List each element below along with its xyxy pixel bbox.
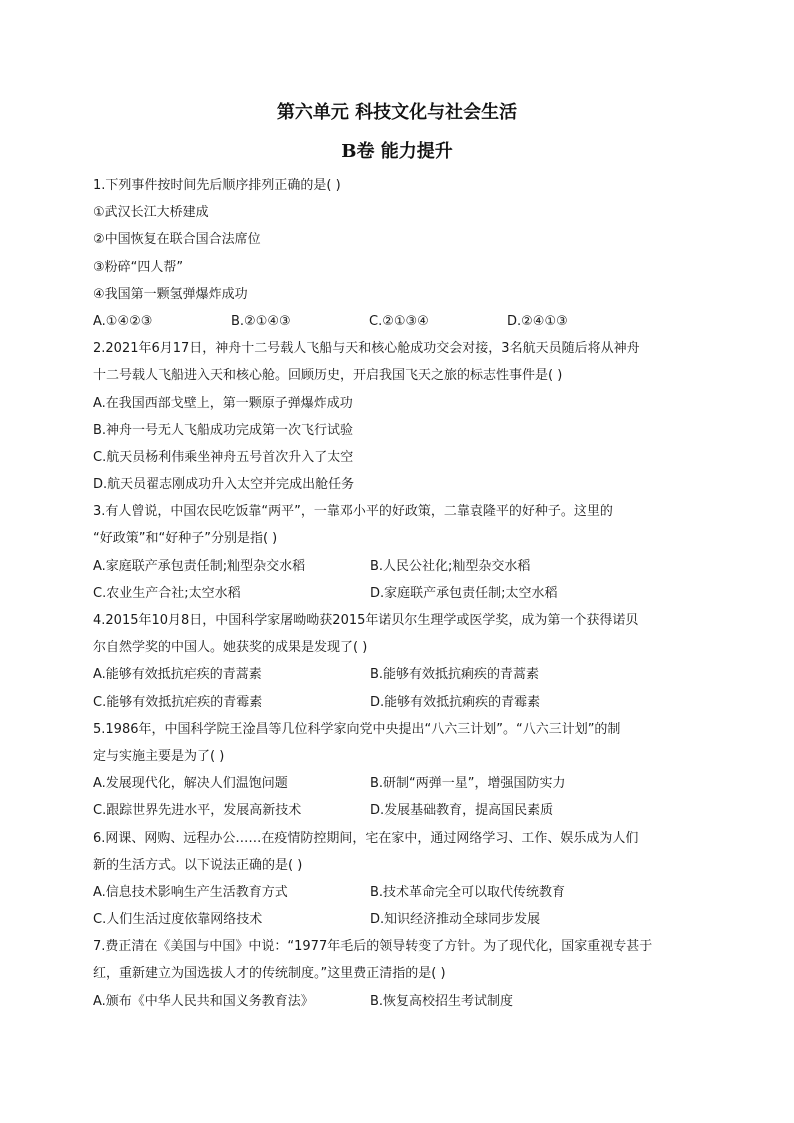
option-a: A.在我国西部戈壁上，第一颗原子弹爆炸成功 — [93, 395, 353, 411]
question-7 — [93, 933, 703, 1015]
option-b: B.技术革命完全可以取代传统教育 — [370, 884, 566, 900]
question-3 — [93, 498, 703, 607]
option-b: B.恢复高校招生考试制度 — [370, 993, 514, 1009]
answer-options — [93, 906, 703, 933]
question-5 — [93, 716, 703, 825]
answer-options — [93, 770, 703, 797]
question-list — [93, 172, 703, 1015]
question-stem: “好政策”和“好种子”分别是指( ) — [93, 531, 278, 547]
option-b: B.人民公社化;籼型杂交水稻 — [370, 558, 531, 574]
option-d: D.航天员翟志刚成功升入太空并完成出舱任务 — [93, 477, 355, 493]
option-b: B.②①④③ — [231, 313, 291, 329]
option-d: D.能够有效抵抗痢疾的青霉素 — [370, 694, 541, 710]
question-stem: 6.网课、网购、远程办公……在疫情防控期间，宅在家中，通过网络学习、工作、娱乐成为人们 — [93, 830, 639, 846]
option-b: B.神舟一号无人飞船成功完成第一次飞行试验 — [93, 422, 354, 438]
question-item: ②中国恢复在联合国合法席位 — [93, 232, 261, 248]
question-stem: 1.下列事件按时间先后顺序排列正确的是( ) — [93, 178, 341, 193]
answer-options — [93, 988, 703, 1015]
question-stem: 5.1986年，中国科学院王淦昌等几位科学家向党中央提出“八六三计划”。“八六三计划”的制 — [93, 721, 621, 737]
question-stem: 3.有人曾说，中国农民吃饭靠“两平”，一靠邓小平的好政策，二靠袁隆平的好种子。这里的 — [93, 504, 613, 520]
option-a: A.颁布《中华人民共和国义务教育法》 — [93, 993, 314, 1009]
question-stem: 尔自然学奖的中国人。她获奖的成果是发现了( ) — [93, 640, 368, 656]
question-stem: 2.2021年6月17日，神舟十二号载人飞船与天和核心舱成功交会对接，3名航天员随后将从神舟 — [93, 341, 640, 357]
option-a: A.信息技术影响生产生活教育方式 — [93, 884, 288, 900]
page-title: 第六单元 科技文化与社会生活 — [276, 102, 518, 123]
answer-options — [93, 661, 703, 688]
option-c: C.②①③④ — [369, 313, 429, 329]
option-a: A.能够有效抵抗疟疾的青蒿素 — [93, 667, 262, 683]
answer-options — [93, 879, 703, 906]
page-subtitle: B卷 能力提升 — [341, 141, 453, 162]
option-d: D.②④①③ — [507, 313, 568, 329]
option-b: B.能够有效抵抗痢疾的青蒿素 — [370, 667, 540, 683]
option-a: A.发展现代化，解决人们温饱问题 — [93, 776, 288, 792]
question-stem: 新的生活方式。以下说法正确的是( ) — [93, 857, 303, 873]
option-c: C.人们生活过度依靠网络技术 — [93, 912, 263, 928]
option-a: A.①④②③ — [93, 313, 153, 329]
option-d: D.发展基础教育，提高国民素质 — [370, 803, 554, 819]
question-item: ①武汉长江大桥建成 — [93, 205, 209, 221]
question-stem: 4.2015年10月8日，中国科学家屠呦呦获2015年诺贝尔生理学或医学奖，成为第一个获得诺贝 — [93, 613, 639, 628]
option-b: B.研制“两弹一星”，增强国防实力 — [370, 776, 566, 792]
answer-options — [93, 580, 703, 607]
answer-options — [93, 553, 703, 580]
question-6 — [93, 825, 703, 934]
option-c: C.农业生产合社;太空水稻 — [93, 585, 241, 601]
question-item: ③粉碎“四人帮” — [93, 259, 184, 275]
option-d: D.家庭联产承包责任制;太空水稻 — [370, 585, 558, 601]
option-c: C.航天员杨利伟乘坐神舟五号首次升入了太空 — [93, 449, 354, 465]
question-1 — [93, 172, 703, 335]
question-item: ④我国第一颗氢弹爆炸成功 — [93, 286, 248, 302]
option-c: C.跟踪世界先进水平，发展高新技术 — [93, 803, 302, 819]
option-a: A.家庭联产承包责任制;籼型杂交水稻 — [93, 558, 306, 574]
question-stem: 7.费正清在《美国与中国》中说：“1977年毛后的领导转变了方针。为了现代化，国家重视专甚于 — [93, 939, 653, 955]
option-c: C.能够有效抵抗疟疾的青霉素 — [93, 694, 263, 710]
question-stem: 十二号载人飞船进入天和核心舱。回顾历史，开启我国飞天之旅的标志性事件是( ) — [93, 368, 563, 384]
question-stem: 红，重新建立为国选拔人才的传统制度。”这里费正清指的是( ) — [93, 966, 446, 982]
answer-options — [93, 308, 703, 335]
option-d: D.知识经济推动全球同步发展 — [370, 912, 541, 928]
answer-options — [93, 689, 703, 716]
question-2 — [93, 335, 703, 498]
answer-options — [93, 797, 703, 824]
question-stem: 定与实施主要是为了( ) — [93, 748, 225, 764]
question-4 — [93, 607, 703, 716]
